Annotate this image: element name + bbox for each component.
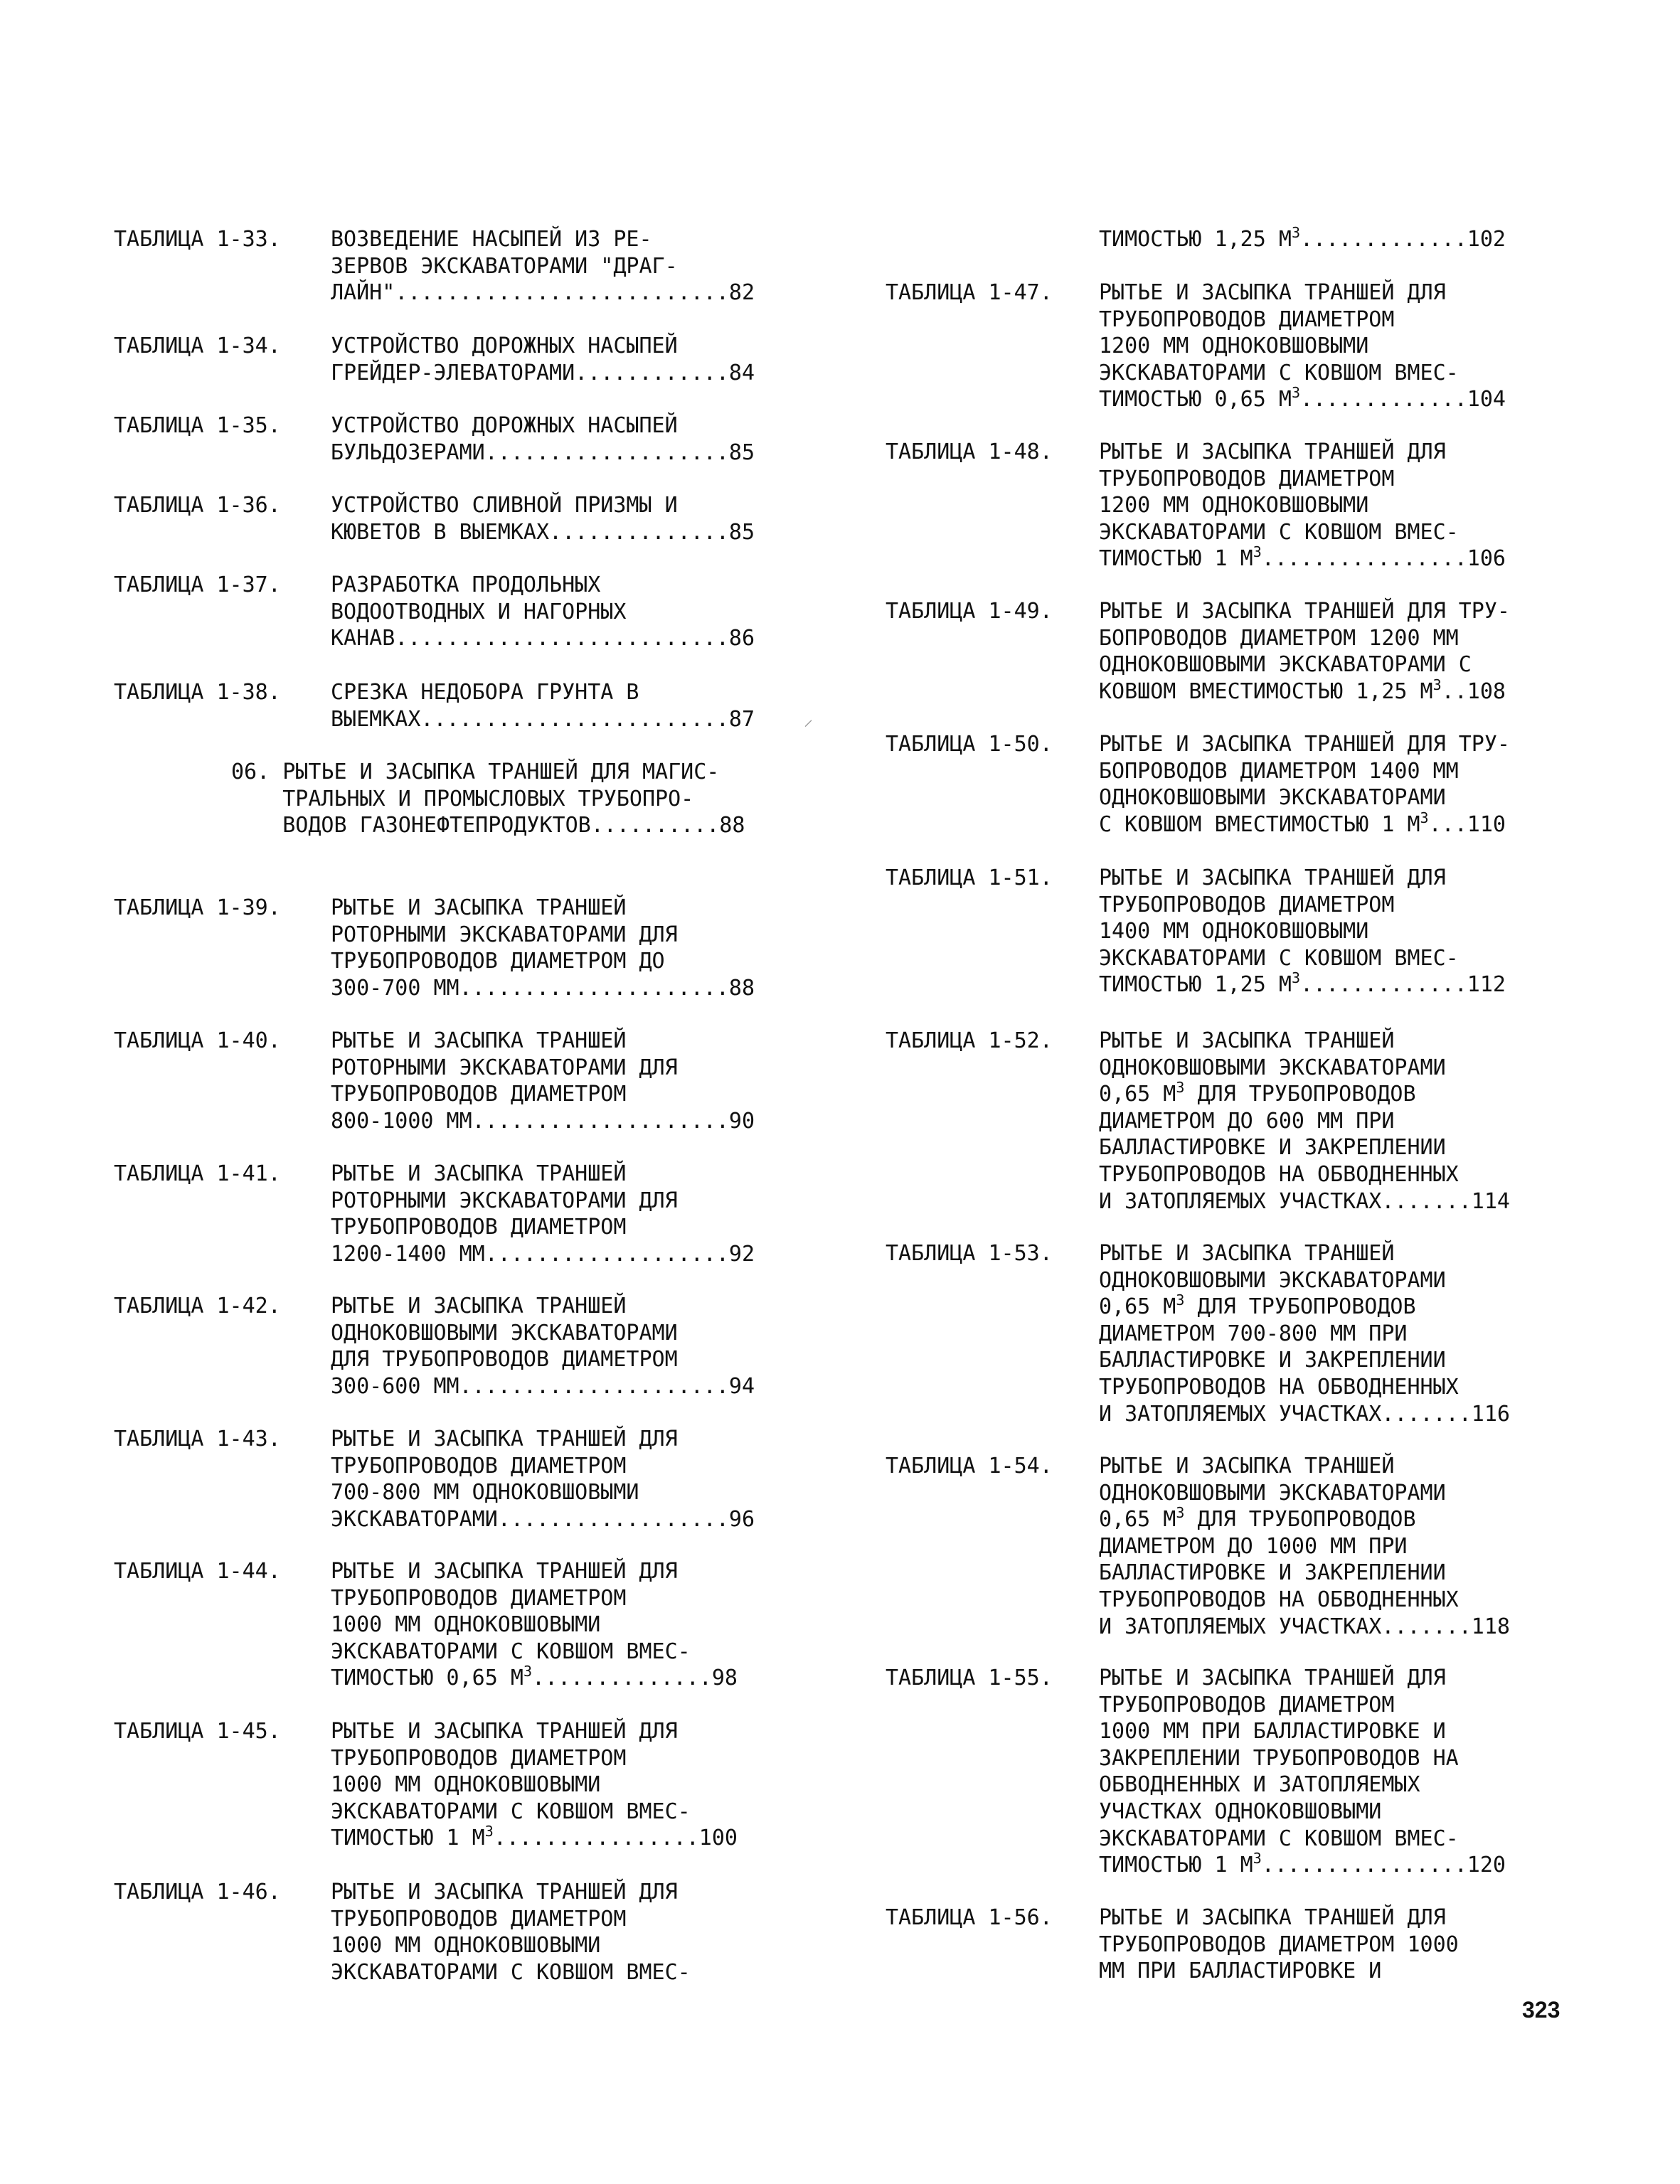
entry-title — [1099, 226, 1506, 253]
entry-line — [331, 1665, 738, 1692]
entry-line — [1099, 1321, 1510, 1348]
table-label: ТАБЛИЦА 1-33. — [114, 227, 281, 252]
entry-line — [1099, 1665, 1506, 1692]
entry-title — [1099, 865, 1506, 998]
entry-line-text: 1400 ММ ОДНОКОВШОВЫМИ — [1099, 919, 1369, 944]
section-heading-line: ВОДОВ ГАЗОНЕФТЕПРОДУКТОВ..........88 — [231, 813, 745, 838]
entry-line-text: И ЗАТОПЛЯЕМЫХ УЧАСТКАХ.......118 — [1099, 1614, 1510, 1639]
entry-line-text: УСТРОЙСТВО СЛИВНОЙ ПРИЗМЫ И — [331, 493, 678, 518]
entry-line — [1099, 1587, 1510, 1614]
entry-line — [331, 922, 755, 949]
table-label: ТАБЛИЦА 1-48. — [886, 440, 1053, 464]
entry-line — [331, 1932, 691, 1959]
entry-line — [1099, 545, 1506, 572]
entry-line — [331, 1161, 755, 1188]
entry-line-text: БОПРОВОДОВ ДИАМЕТРОМ 1200 ММ — [1099, 625, 1459, 651]
entry-line-text: ТРУБОПРОВОДОВ НА ОБВОДНЕННЫХ — [1099, 1587, 1459, 1612]
entry-title — [1099, 1240, 1510, 1427]
entry-line-text: ТРУБОПРОВОДОВ ДИАМЕТРОМ 1000 — [1099, 1932, 1459, 1957]
table-label: ТАБЛИЦА 1-35. — [114, 413, 281, 438]
entry-title — [1099, 439, 1506, 572]
page-number: 323 — [1522, 1997, 1561, 2023]
entry-line-text: ОДНОКОВШОВЫМИ ЭКСКАВАТОРАМИ — [1099, 785, 1446, 811]
entry-line-leader-page: ................100 — [493, 1826, 738, 1851]
table-label: ТАБЛИЦА 1-52. — [886, 1028, 1053, 1053]
entry-line-text: С КОВШОМ ВМЕСТИМОСТЬЮ 1 М — [1099, 811, 1420, 837]
entry-line-text: ТРУБОПРОВОДОВ ДИАМЕТРОМ ДО — [331, 949, 665, 974]
entry-line — [331, 1241, 755, 1268]
entry-line — [1099, 492, 1506, 519]
entry-line — [331, 440, 755, 467]
entry-line-leader-page: .............112 — [1299, 972, 1506, 998]
entry-line — [1099, 625, 1510, 652]
entry-line — [1099, 1506, 1510, 1533]
entry-line — [1099, 892, 1506, 919]
entry-line-text: ВЫЕМКАХ........................87 — [331, 706, 755, 732]
unit-exponent: 3 — [1176, 1291, 1185, 1309]
entry-line-text: БОПРОВОДОВ ДИАМЕТРОМ 1400 ММ — [1099, 758, 1459, 784]
entry-line-text: И ЗАТОПЛЯЕМЫХ УЧАСТКАХ.......116 — [1099, 1401, 1510, 1427]
entry-line-text: РЫТЬЕ И ЗАСЫПКА ТРАНШЕЙ — [331, 1161, 627, 1186]
entry-line-text: РЫТЬЕ И ЗАСЫПКА ТРАНШЕЙ — [331, 895, 627, 920]
entry-line-text: И ЗАТОПЛЯЕМЫХ УЧАСТКАХ.......114 — [1099, 1188, 1510, 1214]
entry-line — [331, 1745, 738, 1772]
entry-line — [331, 253, 755, 280]
entry-line — [331, 1718, 738, 1745]
entry-line — [1099, 386, 1506, 413]
entry-line-text: РЫТЬЕ И ЗАСЫПКА ТРАНШЕЙ ДЛЯ — [331, 1427, 678, 1451]
entry-line — [331, 1639, 738, 1666]
entry-line-text: ЭКСКАВАТОРАМИ С КОВШОМ ВМЕС- — [331, 1639, 691, 1664]
entry-line — [1099, 1401, 1510, 1428]
entry-line-text: КАНАВ..........................86 — [331, 626, 755, 651]
entry-line — [1099, 1453, 1510, 1480]
entry-title — [331, 572, 755, 652]
table-label: ТАБЛИЦА 1-45. — [114, 1719, 281, 1744]
entry-line-text: ТРУБОПРОВОДОВ ДИАМЕТРОМ — [331, 1082, 627, 1107]
entry-line — [331, 360, 755, 387]
entry-line — [331, 1772, 738, 1799]
entry-line — [1099, 1826, 1506, 1853]
entry-line-text: 700-800 ММ ОДНОКОВШОВЫМИ — [331, 1480, 639, 1506]
table-label: ТАБЛИЦА 1-53. — [886, 1241, 1053, 1266]
entry-line — [331, 226, 755, 253]
unit-exponent: 3 — [484, 1823, 494, 1841]
unit-exponent: 3 — [523, 1663, 532, 1680]
entry-line — [331, 1959, 691, 1986]
entry-line-leader-page: ДЛЯ ТРУБОПРОВОДОВ — [1184, 1082, 1416, 1107]
entry-line-text: ТРУБОПРОВОДОВ ДИАМЕТРОМ — [1099, 307, 1395, 332]
entry-line-text: ЭКСКАВАТОРАМИ С КОВШОМ ВМЕС- — [331, 1959, 691, 1985]
entry-line — [1099, 1081, 1510, 1108]
entry-line-text: РЫТЬЕ И ЗАСЫПКА ТРАНШЕЙ ДЛЯ ТРУ- — [1099, 599, 1510, 624]
entry-title — [331, 1161, 755, 1267]
entry-line — [331, 1081, 755, 1108]
entry-line-leader-page: ДЛЯ ТРУБОПРОВОДОВ — [1184, 1507, 1416, 1533]
entry-line — [1099, 1055, 1510, 1082]
entry-title — [331, 679, 755, 733]
entry-line — [1099, 226, 1506, 253]
entry-line-text: ЗАКРЕПЛЕНИИ ТРУБОПРОВОДОВ НА — [1099, 1745, 1459, 1771]
entry-line-text: 1000 ММ ОДНОКОВШОВЫМИ — [331, 1933, 601, 1959]
entry-title — [1099, 1665, 1506, 1879]
entry-title — [331, 1718, 738, 1852]
entry-line-text: 0,65 М — [1099, 1082, 1176, 1107]
unit-exponent: 3 — [1432, 676, 1442, 693]
entry-title — [1099, 1028, 1510, 1215]
entry-line-text: РОТОРНЫМИ ЭКСКАВАТОРАМИ ДЛЯ — [331, 1188, 678, 1213]
entry-line — [1099, 1108, 1510, 1135]
entry-line — [331, 975, 755, 1002]
entry-line — [331, 1506, 755, 1533]
entry-line — [1099, 598, 1510, 625]
entry-title — [331, 412, 755, 466]
entry-line-text: КОВШОМ ВМЕСТИМОСТЬЮ 1,25 М — [1099, 678, 1433, 704]
entry-line-text: РЫТЬЕ И ЗАСЫПКА ТРАНШЕЙ — [1099, 1028, 1395, 1053]
entry-line — [1099, 1718, 1506, 1745]
entry-line-text: БУЛЬДОЗЕРАМИ...................85 — [331, 440, 755, 465]
entry-line-text: ОДНОКОВШОВЫМИ ЭКСКАВАТОРАМИ — [1099, 1480, 1446, 1506]
entry-line-text: ДИАМЕТРОМ ДО 1000 ММ ПРИ — [1099, 1533, 1408, 1559]
entry-line-text: ЭКСКАВАТОРАМИ С КОВШОМ ВМЕС- — [1099, 519, 1459, 545]
entry-line-text: ЗЕРВОВ ЭКСКАВАТОРАМИ "ДРАГ- — [331, 253, 678, 279]
entry-line — [1099, 1560, 1510, 1587]
entry-line — [1099, 1240, 1510, 1267]
entry-line — [1099, 971, 1506, 998]
entry-line-text: ЭКСКАВАТОРАМИ С КОВШОМ ВМЕС- — [1099, 1826, 1459, 1851]
entry-line-text: РЫТЬЕ И ЗАСЫПКА ТРАНШЕЙ — [1099, 1454, 1395, 1479]
entry-line — [331, 1799, 738, 1826]
entry-line-text: ГРЕЙДЕР-ЭЛЕВАТОРАМИ............84 — [331, 360, 755, 385]
entry-line — [331, 519, 755, 546]
entry-line — [1099, 784, 1510, 811]
table-label: ТАБЛИЦА 1-41. — [114, 1161, 281, 1186]
entry-line — [1099, 1852, 1506, 1879]
entry-line — [331, 492, 755, 519]
entry-line-text: ЭКСКАВАТОРАМИ С КОВШОМ ВМЕС- — [1099, 360, 1459, 385]
entry-line — [1099, 1267, 1510, 1294]
unit-exponent: 3 — [1253, 1850, 1262, 1868]
table-label: ТАБЛИЦА 1-37. — [114, 572, 281, 597]
entry-line-text: РЫТЬЕ И ЗАСЫПКА ТРАНШЕЙ ДЛЯ — [1099, 1905, 1446, 1930]
table-label: ТАБЛИЦА 1-54. — [886, 1454, 1053, 1479]
entry-line-leader-page: ................106 — [1261, 546, 1506, 572]
unit-exponent: 3 — [1291, 224, 1300, 241]
entry-line-text: ЭКСКАВАТОРАМИ С КОВШОМ ВМЕС- — [1099, 945, 1459, 971]
entry-line-text: ДИАМЕТРОМ 700-800 ММ ПРИ — [1099, 1321, 1408, 1346]
entry-line-text: ТИМОСТЬЮ 1 М — [331, 1826, 485, 1851]
entry-line — [331, 1346, 755, 1373]
entry-line — [331, 895, 755, 922]
entry-line — [1099, 1188, 1510, 1215]
entry-line — [331, 706, 755, 733]
entry-line — [331, 1028, 755, 1055]
entry-line — [1099, 1692, 1506, 1719]
entry-line-text: 1000 ММ ОДНОКОВШОВЫМИ — [331, 1772, 601, 1798]
entry-line — [331, 679, 755, 706]
entry-line-text: ВОЗВЕДЕНИЕ НАСЫПЕЙ ИЗ РЕ- — [331, 227, 652, 252]
entry-line — [331, 1293, 755, 1320]
entry-line — [1099, 865, 1506, 892]
table-label: ТАБЛИЦА 1-36. — [114, 493, 281, 518]
entry-line-text: ТИМОСТЬЮ 1 М — [1099, 546, 1253, 572]
entry-line-text: УСТРОЙСТВО ДОРОЖНЫХ НАСЫПЕЙ — [331, 334, 678, 358]
entry-title — [1099, 1453, 1510, 1640]
entry-line — [331, 1479, 755, 1506]
entry-title — [331, 1426, 755, 1533]
entry-line-text: РЫТЬЕ И ЗАСЫПКА ТРАНШЕЙ — [331, 1294, 627, 1319]
entry-line — [331, 412, 755, 440]
unit-exponent: 3 — [1291, 969, 1300, 987]
entry-line — [1099, 1134, 1510, 1161]
entry-line — [1099, 519, 1506, 546]
entry-line — [1099, 731, 1510, 758]
entry-line-leader-page: ..108 — [1441, 678, 1506, 704]
table-label: ТАБЛИЦА 1-46. — [114, 1880, 281, 1905]
entry-title — [331, 226, 755, 307]
entry-line-text: УСТРОЙСТВО ДОРОЖНЫХ НАСЫПЕЙ — [331, 413, 678, 438]
unit-exponent: 3 — [1420, 809, 1429, 826]
entry-line-text: ТРУБОПРОВОДОВ ДИАМЕТРОМ — [1099, 1692, 1395, 1717]
entry-line-text: ТРУБОПРОВОДОВ ДИАМЕТРОМ — [331, 1453, 627, 1479]
entry-line — [331, 1879, 691, 1906]
entry-line — [1099, 811, 1510, 838]
entry-line-text: РЫТЬЕ И ЗАСЫПКА ТРАНШЕЙ ДЛЯ ТРУ- — [1099, 732, 1510, 757]
unit-exponent: 3 — [1176, 1504, 1185, 1522]
entry-line — [1099, 651, 1510, 678]
entry-line — [331, 1373, 755, 1400]
entry-title — [331, 492, 755, 545]
entry-line-text: ДЛЯ ТРУБОПРОВОДОВ ДИАМЕТРОМ — [331, 1347, 678, 1373]
entry-line-text: ОДНОКОВШОВЫМИ ЭКСКАВАТОРАМИ — [1099, 1267, 1446, 1293]
entry-line — [331, 572, 755, 599]
section-heading-line: 06. РЫТЬЕ И ЗАСЫПКА ТРАНШЕЙ ДЛЯ МАГИС- — [231, 760, 720, 784]
entry-line — [1099, 1347, 1510, 1374]
entry-line — [331, 1453, 755, 1480]
entry-line — [331, 1426, 755, 1453]
entry-line — [1099, 1533, 1510, 1560]
entry-line-text: РЫТЬЕ И ЗАСЫПКА ТРАНШЕЙ ДЛЯ — [331, 1880, 678, 1905]
table-label: ТАБЛИЦА 1-55. — [886, 1666, 1053, 1690]
entry-line-text: ТРУБОПРОВОДОВ ДИАМЕТРОМ — [331, 1585, 627, 1611]
entry-line-text: ТРУБОПРОВОДОВ ДИАМЕТРОМ — [1099, 466, 1395, 491]
entry-line — [1099, 360, 1506, 387]
entry-line-text: РОТОРНЫМИ ЭКСКАВАТОРАМИ ДЛЯ — [331, 1055, 678, 1080]
entry-line-text: ТИМОСТЬЮ 1,25 М — [1099, 227, 1292, 252]
entry-line — [331, 1612, 738, 1639]
table-label: ТАБЛИЦА 1-38. — [114, 680, 281, 705]
entry-line — [1099, 1480, 1510, 1507]
entry-title — [331, 895, 755, 1001]
entry-line — [1099, 1291, 1510, 1321]
entry-line — [1099, 1614, 1510, 1641]
entry-line-leader-page: ...110 — [1428, 811, 1506, 837]
entry-line-leader-page: .............104 — [1299, 387, 1506, 412]
entry-line-text: УЧАСТКАХ ОДНОКОВШОВЫМИ — [1099, 1799, 1382, 1824]
entry-line — [1099, 307, 1506, 334]
entry-line-text: БАЛЛАСТИРОВКЕ И ЗАКРЕПЛЕНИИ — [1099, 1348, 1446, 1373]
table-label: ТАБЛИЦА 1-51. — [886, 865, 1053, 890]
entry-line — [1099, 279, 1506, 307]
table-label: ТАБЛИЦА 1-47. — [886, 280, 1053, 305]
entry-line-text: ОДНОКОВШОВЫМИ ЭКСКАВАТОРАМИ — [331, 1320, 678, 1346]
entry-line-text: 1000 ММ ПРИ БАЛЛАСТИРОВКЕ И — [1099, 1719, 1446, 1744]
entry-line — [1099, 1905, 1459, 1932]
entry-line — [1099, 439, 1506, 466]
entry-line — [1099, 1161, 1510, 1188]
entry-line-text: ДИАМЕТРОМ ДО 600 ММ ПРИ — [1099, 1108, 1395, 1134]
unit-exponent: 3 — [1291, 384, 1300, 402]
entry-line — [331, 1585, 738, 1612]
entry-line — [331, 1558, 738, 1585]
entry-line-text: ТРУБОПРОВОДОВ ДИАМЕТРОМ — [331, 1745, 627, 1771]
entry-line-text: ТРУБОПРОВОДОВ ДИАМЕТРОМ — [1099, 892, 1395, 917]
entry-line-text: ЭКСКАВАТОРАМИ С КОВШОМ ВМЕС- — [331, 1799, 691, 1824]
entry-line — [331, 1320, 755, 1347]
table-label: ТАБЛИЦА 1-39. — [114, 895, 281, 920]
entry-line — [331, 1188, 755, 1215]
table-label: ТАБЛИЦА 1-34. — [114, 334, 281, 358]
entry-line — [1099, 1799, 1506, 1826]
entry-line-text: ЛАЙН"..........................82 — [331, 280, 755, 306]
entry-line — [331, 625, 755, 652]
entry-line-text: РЫТЬЕ И ЗАСЫПКА ТРАНШЕЙ ДЛЯ — [1099, 440, 1446, 464]
entry-line-text: 1200 ММ ОДНОКОВШОВЫМИ — [1099, 334, 1369, 359]
entry-line — [331, 1825, 738, 1852]
entry-line-text: БАЛЛАСТИРОВКЕ И ЗАКРЕПЛЕНИИ — [1099, 1135, 1446, 1161]
entry-title — [1099, 731, 1510, 838]
table-label: ТАБЛИЦА 1-50. — [886, 732, 1053, 757]
entry-line-text: ТИМОСТЬЮ 1 М — [1099, 1853, 1253, 1878]
entry-line — [1099, 1772, 1506, 1799]
entry-line-text: ОБВОДНЕННЫХ И ЗАТОПЛЯЕМЫХ — [1099, 1772, 1420, 1798]
entry-line — [331, 1906, 691, 1933]
entry-line-text: 300-600 ММ.....................94 — [331, 1373, 755, 1399]
scan-mark: ⸝ — [804, 709, 814, 730]
entry-line-text: КЮВЕТОВ В ВЫЕМКАХ..............85 — [331, 519, 755, 545]
entry-line-text: РЫТЬЕ И ЗАСЫПКА ТРАНШЕЙ ДЛЯ — [331, 1719, 678, 1744]
entry-line — [331, 599, 755, 626]
entry-line-text: ТИМОСТЬЮ 0,65 М — [1099, 387, 1292, 412]
entry-title — [1099, 279, 1506, 413]
entry-line-text: ОДНОКОВШОВЫМИ ЭКСКАВАТОРАМИ С — [1099, 652, 1472, 678]
entry-line-leader-page: ..............98 — [531, 1666, 738, 1691]
unit-exponent: 3 — [1253, 543, 1262, 561]
entry-line-text: СРЕЗКА НЕДОБОРА ГРУНТА В — [331, 680, 639, 705]
entry-line — [1099, 1028, 1510, 1055]
entry-line-text: ТРУБОПРОВОДОВ ДИАМЕТРОМ — [331, 1215, 627, 1240]
entry-line-text: ЭКСКАВАТОРАМИ..................96 — [331, 1506, 755, 1532]
entry-title — [1099, 1905, 1459, 1985]
entry-line-leader-page: ДЛЯ ТРУБОПРОВОДОВ — [1184, 1294, 1416, 1320]
entry-title — [331, 1879, 691, 1986]
table-label: ТАБЛИЦА 1-40. — [114, 1028, 281, 1053]
entry-title — [331, 333, 755, 386]
table-label: ТАБЛИЦА 1-43. — [114, 1427, 281, 1451]
entry-line-text: ОДНОКОВШОВЫМИ ЭКСКАВАТОРАМИ — [1099, 1055, 1446, 1080]
entry-line-leader-page: .............102 — [1299, 227, 1506, 252]
entry-line — [1099, 1932, 1459, 1959]
entry-line-text: 0,65 М — [1099, 1507, 1176, 1533]
entry-line-text: ТРУБОПРОВОДОВ НА ОБВОДНЕННЫХ — [1099, 1161, 1459, 1187]
entry-line-text: 1200-1400 ММ...................92 — [331, 1241, 755, 1267]
entry-line — [331, 279, 755, 307]
entry-line — [1099, 466, 1506, 493]
entry-title — [1099, 598, 1510, 705]
table-label: ТАБЛИЦА 1-49. — [886, 599, 1053, 624]
entry-line — [1099, 1958, 1459, 1985]
entry-line — [1099, 945, 1506, 972]
entry-line-text: 300-700 ММ.....................88 — [331, 975, 755, 1001]
table-label: ТАБЛИЦА 1-56. — [886, 1905, 1053, 1930]
entry-title — [331, 1293, 755, 1400]
entry-line — [1099, 678, 1510, 705]
entry-line-text: 1000 ММ ОДНОКОВШОВЫМИ — [331, 1612, 601, 1638]
entry-line-text: РЫТЬЕ И ЗАСЫПКА ТРАНШЕЙ ДЛЯ — [1099, 280, 1446, 305]
table-label: ТАБЛИЦА 1-42. — [114, 1294, 281, 1319]
entry-line — [1099, 333, 1506, 360]
section-heading — [231, 759, 745, 839]
entry-title — [331, 1558, 738, 1692]
entry-line-text: РОТОРНЫМИ ЭКСКАВАТОРАМИ ДЛЯ — [331, 922, 678, 947]
entry-line — [1099, 1374, 1510, 1401]
entry-line — [331, 948, 755, 975]
entry-line-text: РЫТЬЕ И ЗАСЫПКА ТРАНШЕЙ ДЛЯ — [331, 1559, 678, 1584]
entry-line — [331, 1214, 755, 1241]
entry-line — [1099, 758, 1510, 785]
entry-line — [331, 333, 755, 360]
entry-line — [1099, 1745, 1506, 1772]
entry-line — [1099, 918, 1506, 945]
unit-exponent: 3 — [1176, 1079, 1185, 1097]
entry-line-text: 1200 ММ ОДНОКОВШОВЫМИ — [1099, 493, 1369, 518]
entry-line — [331, 1055, 755, 1082]
entry-line — [331, 1108, 755, 1135]
entry-line-text: ТИМОСТЬЮ 0,65 М — [331, 1666, 523, 1691]
entry-line-text: ВОДООТВОДНЫХ И НАГОРНЫХ — [331, 599, 627, 624]
entry-title — [331, 1028, 755, 1134]
entry-line-text: РЫТЬЕ И ЗАСЫПКА ТРАНШЕЙ — [1099, 1241, 1395, 1266]
entry-line-text: 800-1000 ММ....................90 — [331, 1108, 755, 1134]
entry-line-text: РЫТЬЕ И ЗАСЫПКА ТРАНШЕЙ ДЛЯ — [1099, 1666, 1446, 1690]
entry-line-text: БАЛЛАСТИРОВКЕ И ЗАКРЕПЛЕНИИ — [1099, 1560, 1446, 1586]
table-label: ТАБЛИЦА 1-44. — [114, 1559, 281, 1584]
entry-line-leader-page: ................120 — [1261, 1853, 1506, 1878]
entry-line-text: ТИМОСТЬЮ 1,25 М — [1099, 972, 1292, 998]
entry-line-text: ТРУБОПРОВОДОВ НА ОБВОДНЕННЫХ — [1099, 1374, 1459, 1400]
entry-line-text: РЫТЬЕ И ЗАСЫПКА ТРАНШЕЙ — [331, 1028, 627, 1053]
entry-line-text: РЫТЬЕ И ЗАСЫПКА ТРАНШЕЙ ДЛЯ — [1099, 865, 1446, 890]
entry-line-text: ММ ПРИ БАЛЛАСТИРОВКЕ И — [1099, 1959, 1382, 1984]
entry-line-text: РАЗРАБОТКА ПРОДОЛЬНЫХ — [331, 572, 601, 597]
entry-line-text: ТРУБОПРОВОДОВ ДИАМЕТРОМ — [331, 1906, 627, 1932]
entry-line-text: 0,65 М — [1099, 1294, 1176, 1320]
section-heading-line: ТРАЛЬНЫХ И ПРОМЫСЛОВЫХ ТРУБОПРО- — [231, 786, 694, 811]
